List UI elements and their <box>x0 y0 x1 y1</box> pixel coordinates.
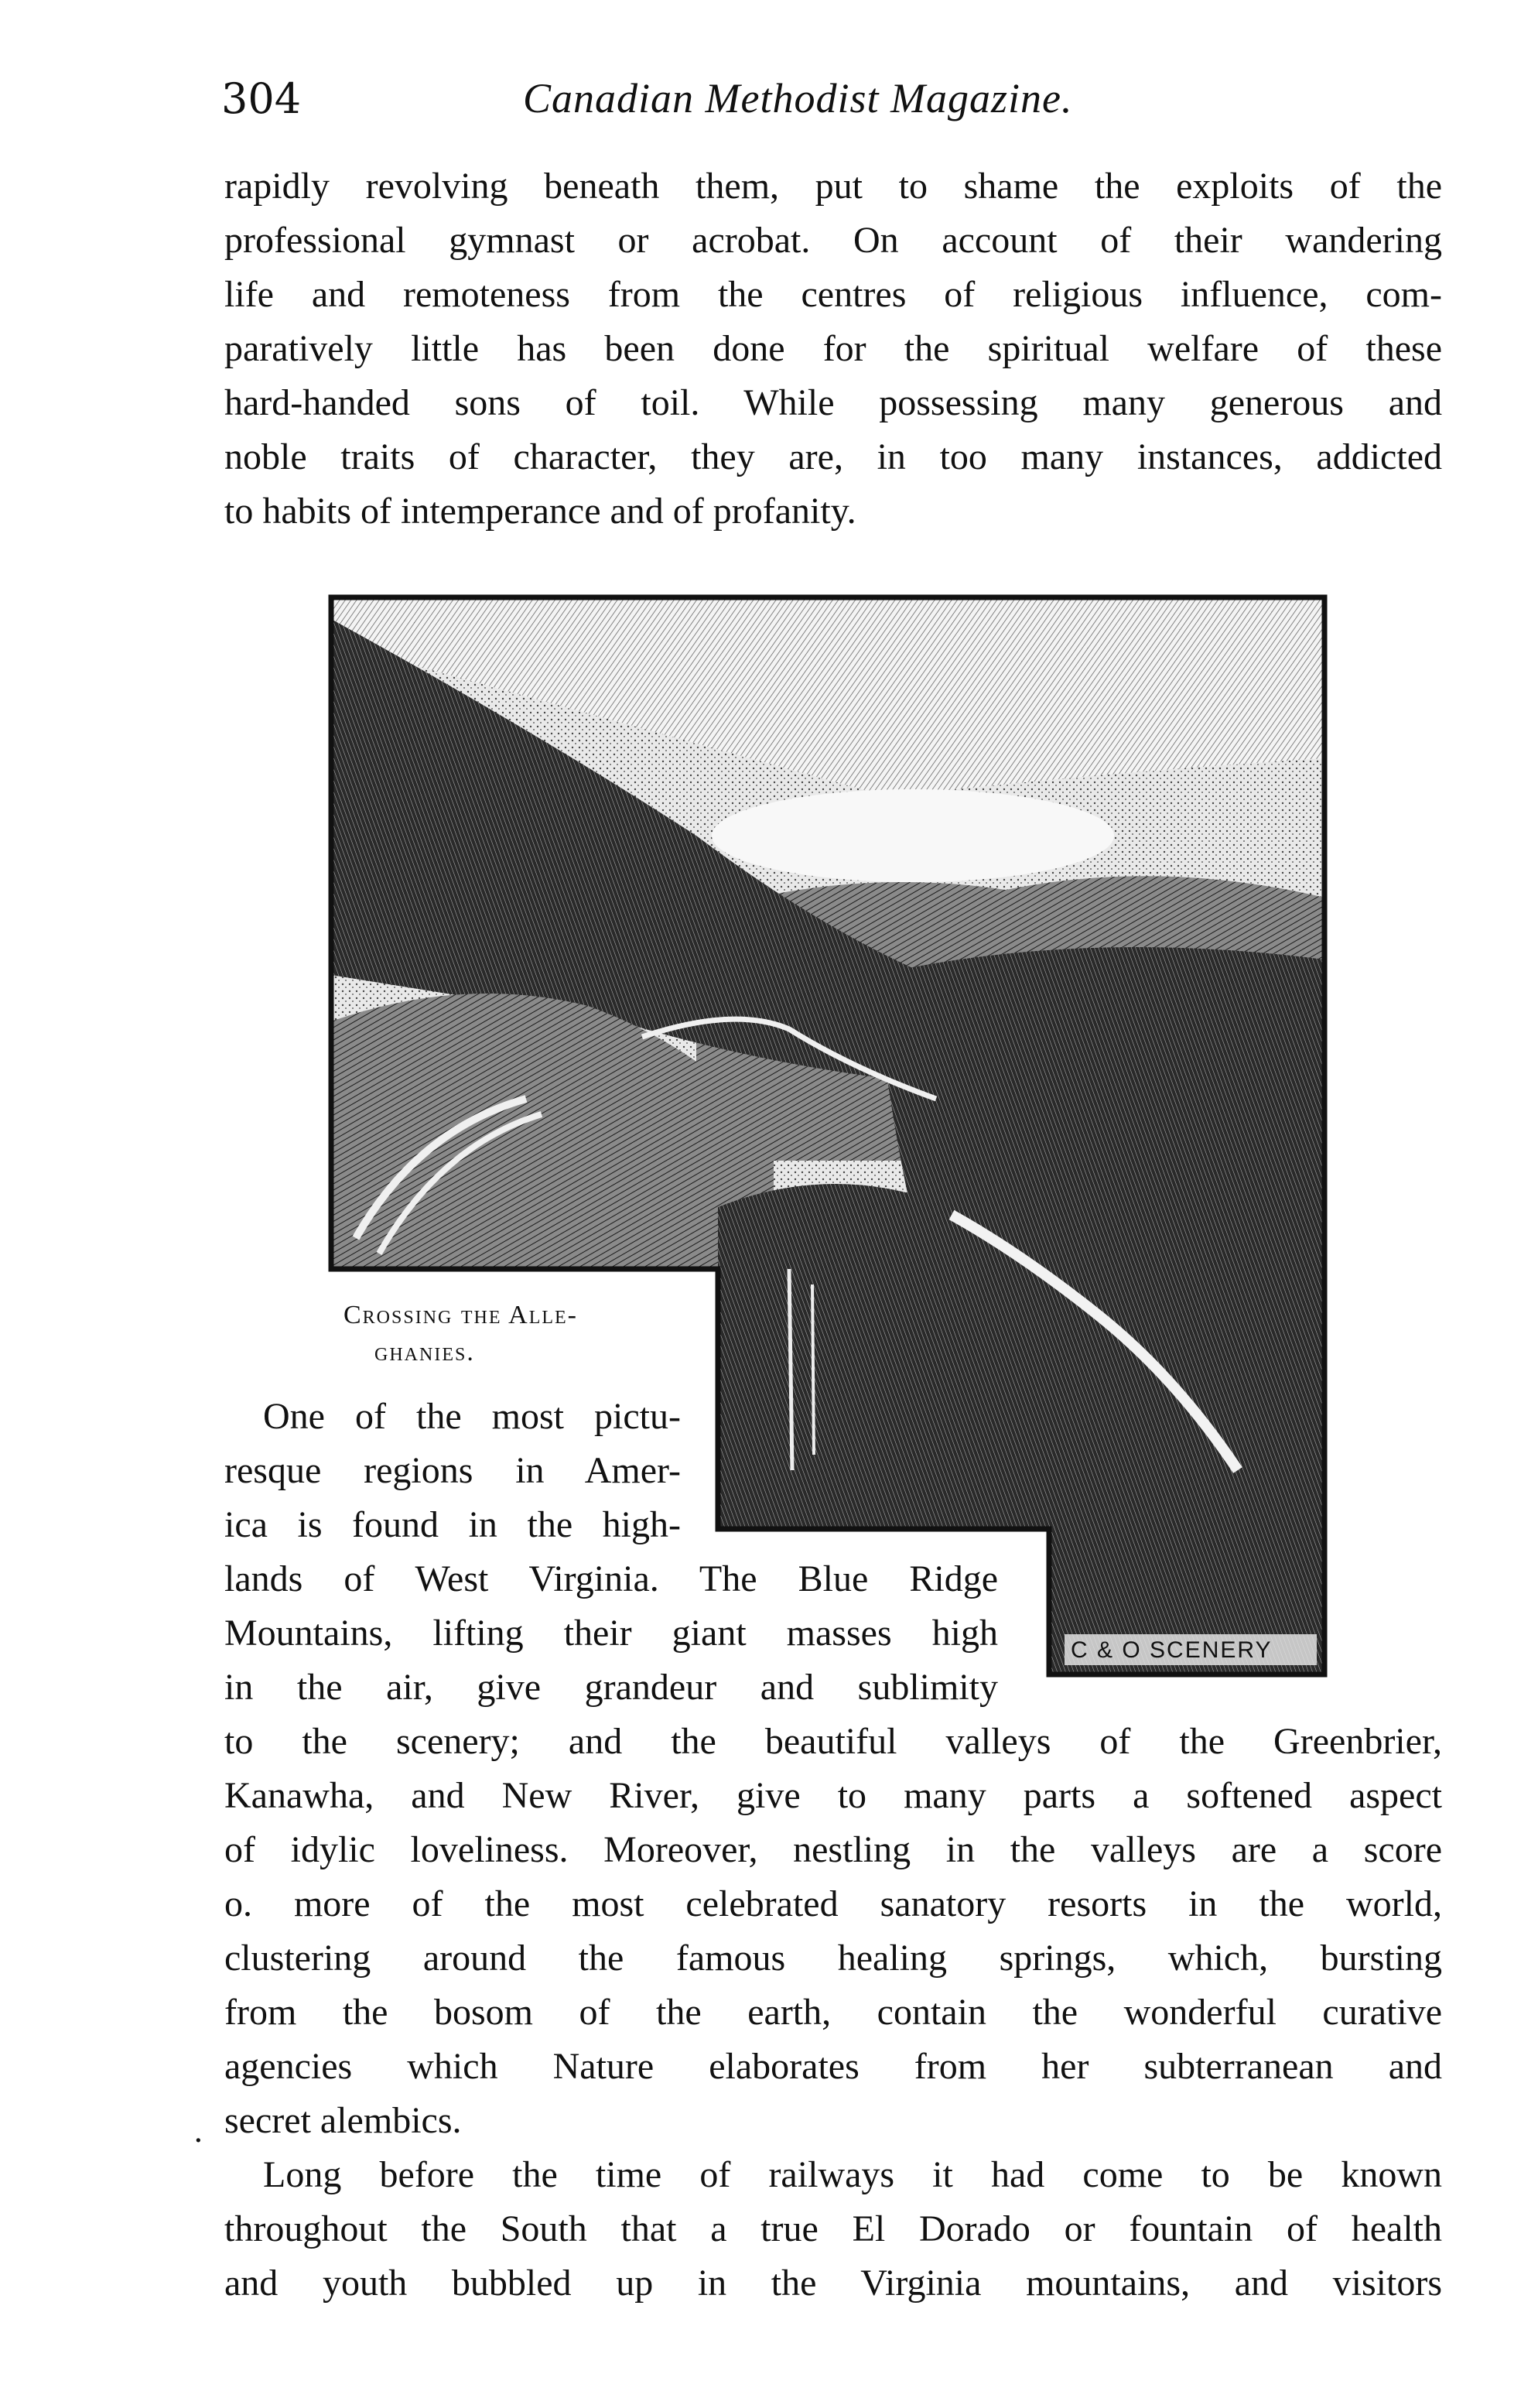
text-line: Long before the time of railways it had come to be known <box>263 2154 1442 2195</box>
text-line: resque regions in Amer- <box>224 1450 681 1491</box>
text-line: noble traits of character, they are, in too many instances, addicted <box>224 436 1442 477</box>
page-number: 304 <box>221 74 302 123</box>
text-line: throughout the South that a true El Dorado or fountain of health <box>224 2208 1442 2249</box>
text-line: paratively little has been done for the spiritual welfare of these <box>224 328 1442 369</box>
caption-line: Crossing the Alle- <box>343 1301 579 1329</box>
illustration-caption <box>343 1297 715 1371</box>
text-line: and youth bubbled up in the Virginia mountains, and visitors <box>224 2263 1442 2304</box>
text-line: rapidly revolving beneath them, put to shame the exploits of the <box>224 166 1442 207</box>
text-line: from the bosom of the earth, contain the wonderful curative <box>224 1992 1442 2033</box>
text-line: to habits of intemperance and of profanity. <box>224 491 856 532</box>
text-line: One of the most pictu- <box>263 1396 681 1437</box>
text-line: to the scenery; and the beautiful valleys of the Greenbrier, <box>224 1721 1442 1762</box>
illustration-credit: C & O SCENERY <box>1071 1637 1273 1663</box>
margin-mark: · <box>193 2123 203 2159</box>
text-line: lands of West Virginia. The Blue Ridge <box>224 1558 998 1599</box>
text-line: of idylic loveliness. Moreover, nestling in the valleys are a score <box>224 1829 1442 1870</box>
paragraph-el-dorado <box>224 2148 1442 2311</box>
text-line: secret alembics. <box>224 2100 462 2141</box>
text-line: life and remoteness from the centres of religious influence, com- <box>224 274 1442 315</box>
text-line: professional gymnast or acrobat. On account of their wandering <box>224 220 1442 261</box>
text-line: Mountains, lifting their giant masses high <box>224 1613 998 1654</box>
paragraph-west-virginia <box>224 1390 998 1715</box>
text-line: hard-handed sons of toil. While possessing many generous and <box>224 382 1442 423</box>
text-line: agencies which Nature elaborates from her subterranean and <box>224 2046 1442 2087</box>
text-line: o. more of the most celebrated sanatory resorts in the world, <box>224 1883 1442 1924</box>
text-line: ica is found in the high- <box>224 1504 681 1545</box>
paragraph-west-virginia-continued <box>224 1715 1442 2148</box>
text-line: clustering around the famous healing springs, which, bursting <box>224 1938 1442 1979</box>
caption-line: ghanies. <box>374 1338 475 1366</box>
running-title: Canadian Methodist Magazine. <box>523 75 1073 121</box>
text-line: Kanawha, and New River, give to many parts a softened aspect <box>224 1775 1442 1816</box>
text-line: in the air, give grandeur and sublimity <box>224 1667 998 1708</box>
